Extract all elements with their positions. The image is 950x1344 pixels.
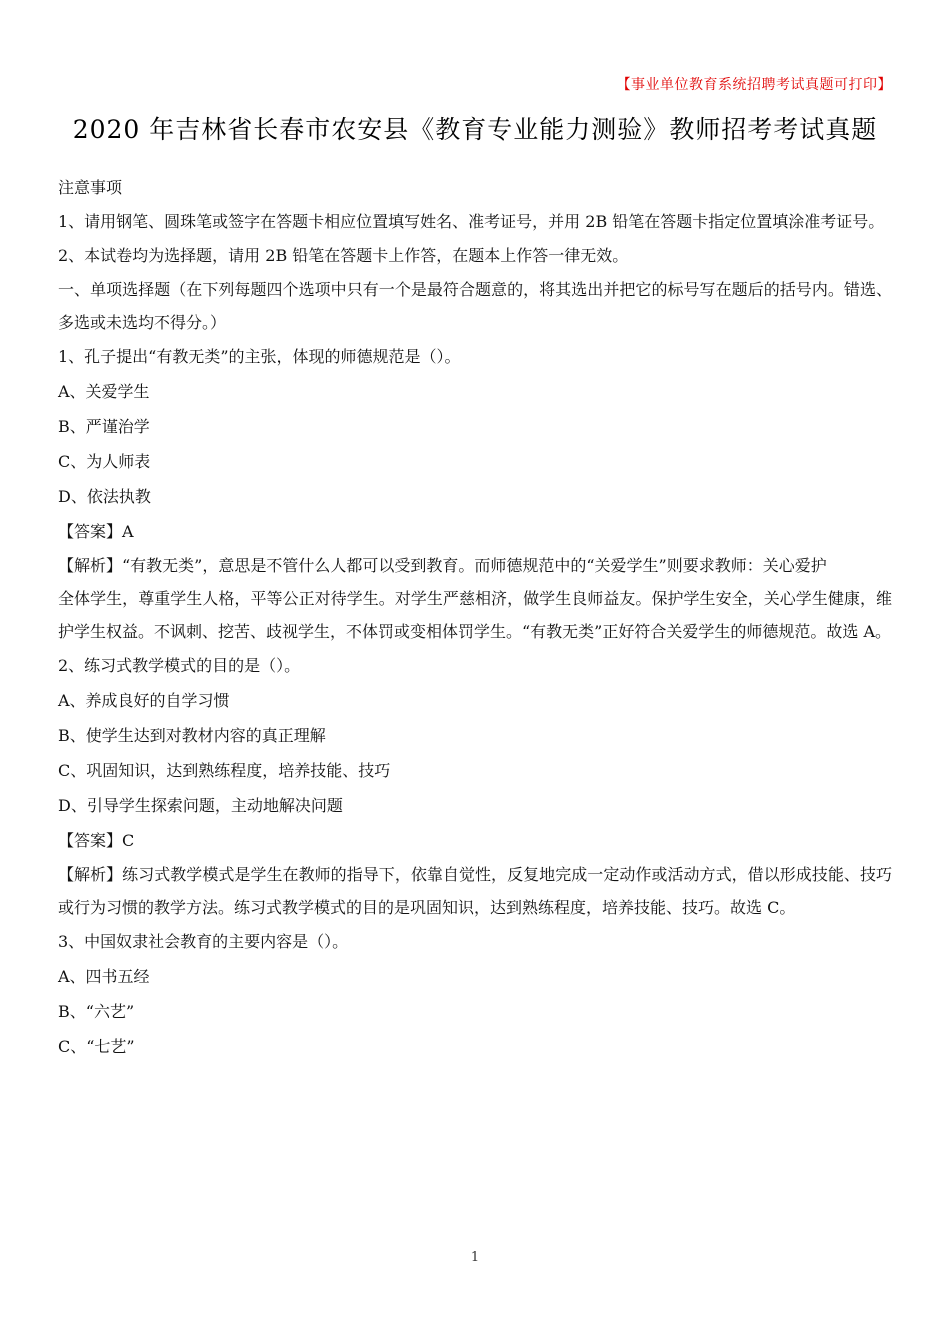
question-2-option-a: A、养成良好的自学习惯: [58, 691, 230, 710]
document-body: [58, 170, 892, 1064]
question-1-answer: 【答案】A: [58, 522, 134, 541]
question-2-stem: 2、练习式教学模式的目的是（）。: [58, 656, 301, 675]
print-banner: 【事业单位教育系统招聘考试真题可打印】: [616, 77, 892, 93]
question-2-analysis: 【解析】练习式教学模式是学生在教师的指导下，依靠自觉性，反复地完成一定动作或活动方式，借以形成技能、技巧或行为习惯的教学方法。练习式教学模式的目的是巩固知识，达到熟练程度，培养技能、技巧。故选 C。: [58, 865, 892, 917]
notes-item-1: 1、请用钢笔、圆珠笔或签字在答题卡相应位置填写姓名、准考证号，并用 2B 铅笔在答题卡指定位置填涂准考证号。: [58, 212, 885, 231]
question-1-option-b: B、严谨治学: [58, 417, 150, 436]
question-1-option-c: C、为人师表: [58, 452, 151, 471]
question-2-option-b: B、使学生达到对教材内容的真正理解: [58, 726, 326, 745]
question-1-stem: 1、孔子提出“有教无类”的主张，体现的师德规范是（）。: [58, 347, 461, 366]
question-3-stem: 3、中国奴隶社会教育的主要内容是（）。: [58, 932, 349, 951]
question-2-option-d: D、引导学生探索问题，主动地解决问题: [58, 796, 343, 815]
question-2-option-c: C、巩固知识，达到熟练程度，培养技能、技巧: [58, 761, 391, 780]
question-1-analysis-line-1: 【解析】“有教无类”，意思是不管什么人都可以受到教育。而师德规范中的“关爱学生”则要求教师：关心爱护: [58, 556, 827, 575]
question-3-option-a: A、四书五经: [58, 967, 150, 986]
section-heading: 一、单项选择题（在下列每题四个选项中只有一个是最符合题意的，将其选出并把它的标号写在题后的括号内。错选、多选或未选均不得分。）: [58, 280, 892, 332]
notes-item-2: 2、本试卷均为选择题，请用 2B 铅笔在答题卡上作答，在题本上作答一律无效。: [58, 246, 629, 265]
page-number: 1: [470, 1250, 480, 1265]
question-2-answer: 【答案】C: [58, 831, 135, 850]
question-3-option-c: C、“七艺”: [58, 1037, 135, 1056]
question-1-option-a: A、关爱学生: [58, 382, 150, 401]
question-3-option-b: B、“六艺”: [58, 1002, 135, 1021]
notes-heading: 注意事项: [58, 178, 123, 197]
document-title: 2020 年吉林省长春市农安县《教育专业能力测验》教师招考考试真题: [72, 115, 878, 144]
question-1-analysis-line-2: 全体学生，尊重学生人格，平等公正对待学生。对学生严慈相济，做学生良师益友。保护学生安全，关心学生健康，维护学生权益。不讽刺、挖苦、歧视学生，不体罚或变相体罚学生。“有教无类”正好符合关爱学生的师德规范。故选 A。: [58, 589, 892, 641]
question-1-option-d: D、依法执教: [58, 487, 151, 506]
